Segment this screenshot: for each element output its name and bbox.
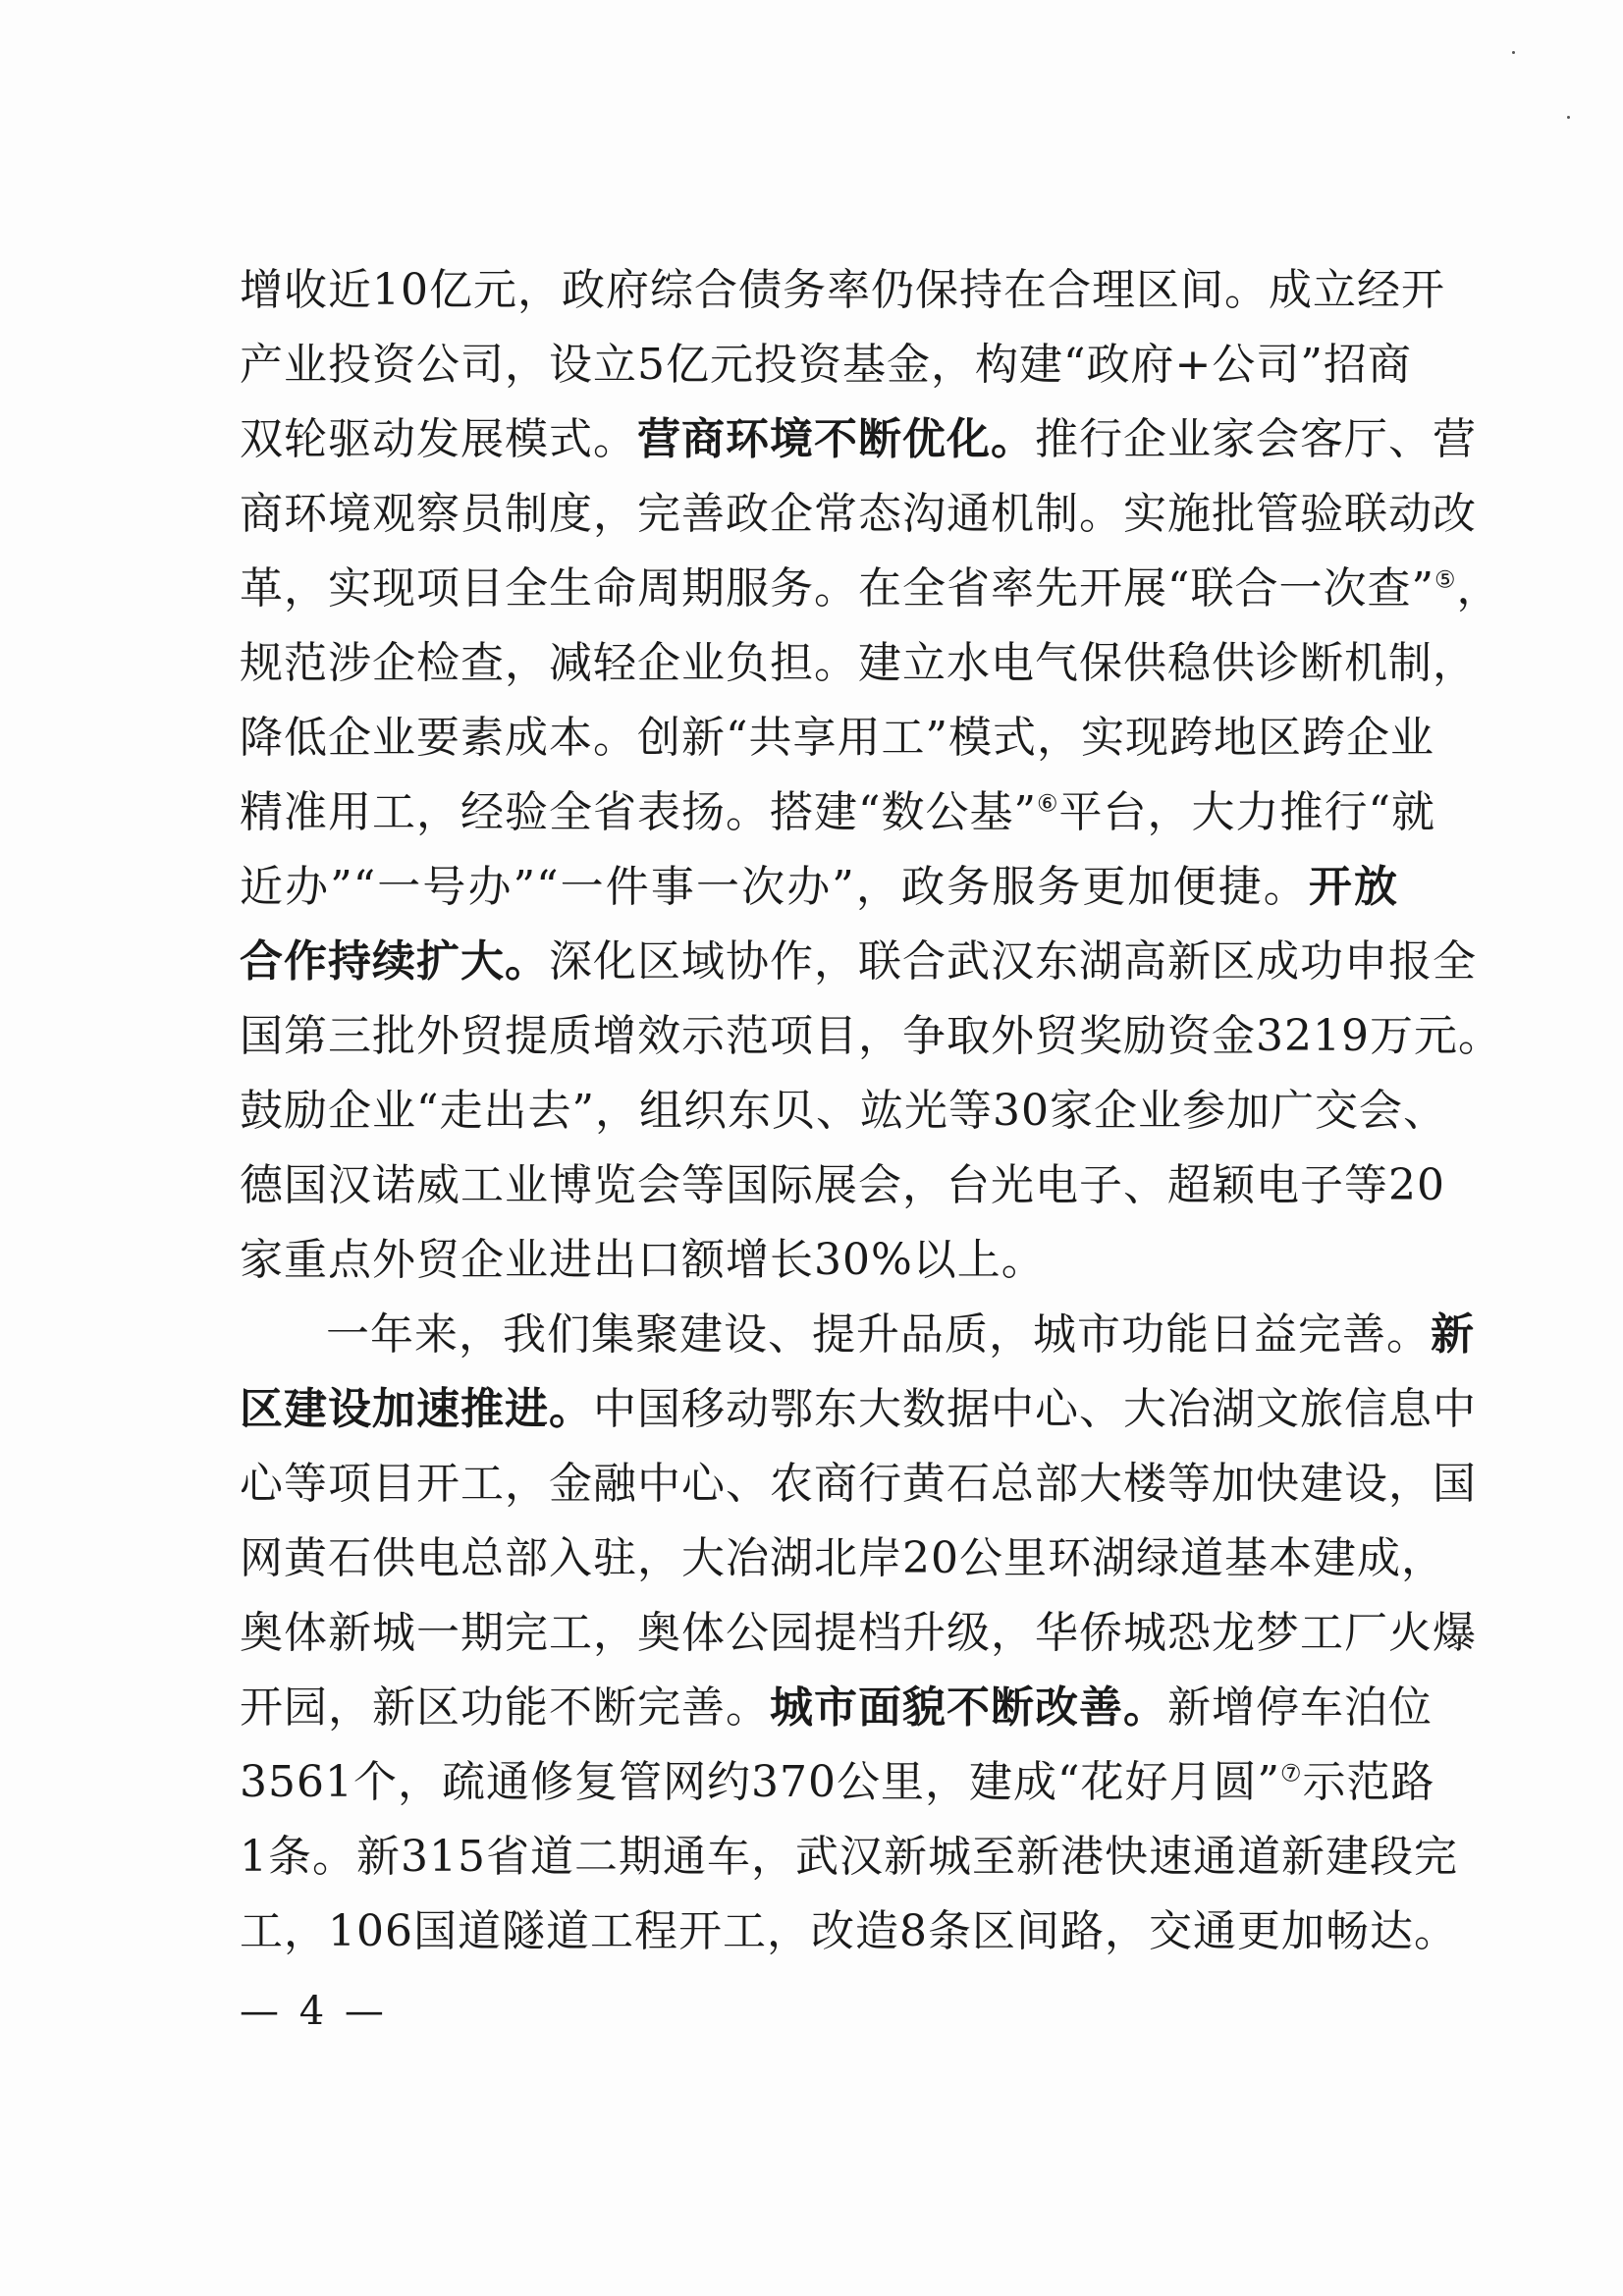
text-segment: 新增停车泊位 [1167,1682,1433,1733]
text-segment: 规范涉企检查，减轻企业负担。建立水电气保供稳供诊断机制， [240,638,1477,688]
text-line [240,999,1502,1074]
text-segment: 1条。新315省道二期通车，武汉新城至新港快速通道新建段完 [240,1832,1458,1882]
text-line [240,1074,1447,1148]
bold-heading-text: 开放 [1308,862,1399,912]
text-segment: 网黄石供电总部入驻，大冶湖北岸20公里环湖绿道基本建成， [240,1533,1445,1583]
text-line [240,850,1398,925]
text-line [240,626,1477,701]
text-line [240,701,1434,775]
text-line [240,402,1477,477]
text-segment: 革，实现项目全生命周期服务。在全省率先开展“联合一次查” [240,563,1434,614]
text-line [240,1745,1435,1820]
footnote-marker: ⑤ [1434,565,1457,594]
text-segment: 增收近10亿元，政府综合债务率仍保持在合理区间。成立经开 [240,265,1445,315]
text-segment: 一年来，我们集聚建设、提升品质，城市功能日益完善。 [326,1309,1431,1360]
text-line [240,1895,1458,1969]
text-segment: 近办”“一号办”“一件事一次办”，政务服务更加便捷。 [240,862,1309,912]
bold-heading-text: 营商环境不断优化。 [637,414,1035,464]
text-line [240,1223,1398,1298]
text-segment: 推行企业家会客厅、营 [1035,414,1477,464]
scan-speck [1567,116,1570,119]
text-line [240,477,1477,552]
text-line [240,925,1477,999]
text-segment: ， [1456,563,1501,614]
page-number: — 4 — [240,1989,388,2034]
body-text [240,253,1502,1969]
text-segment: 国第三批外贸提质增效示范项目，争取外贸奖励资金3219万元。 [240,1011,1502,1061]
text-line [240,552,1501,626]
text-segment: 奥体新城一期完工，奥体公园提档升级，华侨城恐龙梦工厂火爆 [240,1608,1477,1658]
text-line [240,328,1412,402]
text-line [240,1447,1477,1522]
bold-heading-text: 城市面貌不断改善。 [770,1682,1167,1733]
text-segment: 德国汉诺威工业博览会等国际展会，台光电子、超颖电子等20 [240,1160,1445,1210]
scan-speck [1512,51,1515,54]
text-line [240,1298,1475,1372]
text-segment: 平台，大力推行“就 [1058,787,1436,837]
text-segment: 家重点外贸企业进出口额增长30%以上。 [240,1235,1046,1285]
text-segment: 双轮驱动发展模式。 [240,414,637,464]
text-segment: 产业投资公司，设立5亿元投资基金，构建“政府+公司”招商 [240,340,1412,390]
text-segment: 降低企业要素成本。创新“共享用工”模式，实现跨地区跨企业 [240,713,1434,763]
text-line [240,1820,1458,1895]
text-line [240,1522,1445,1596]
footnote-marker: ⑥ [1037,789,1059,818]
text-segment: 心等项目开工，金融中心、农商行黄石总部大楼等加快建设，国 [240,1459,1477,1509]
text-line [240,1148,1445,1223]
text-segment: 示范路 [1302,1757,1435,1807]
bold-heading-text: 区建设加速推进。 [240,1384,593,1434]
text-segment: 商环境观察员制度，完善政企常态沟通机制。实施批管验联动改 [240,489,1477,539]
text-segment: 中国移动鄂东大数据中心、大冶湖文旅信息中 [593,1384,1477,1434]
text-line [240,1596,1477,1671]
text-segment: 精准用工，经验全省表扬。搭建“数公基” [240,787,1037,837]
text-segment: 鼓励企业“走出去”，组织东贝、竑光等30家企业参加广交会、 [240,1086,1447,1136]
text-line [240,775,1436,850]
text-segment: 工，106国道隧道工程开工，改造8条区间路，交通更加畅达。 [240,1906,1458,1956]
bold-heading-text: 新 [1431,1309,1475,1360]
text-segment: 3561个，疏通修复管网约370公里，建成“花好月圆” [240,1757,1280,1807]
text-line [240,1372,1477,1447]
footnote-marker: ⑦ [1279,1759,1303,1788]
text-line [240,1671,1433,1745]
text-segment: 深化区域协作，联合武汉东湖高新区成功申报全 [549,936,1477,987]
bold-heading-text: 合作持续扩大。 [240,936,549,987]
text-segment: 开园，新区功能不断完善。 [240,1682,770,1733]
text-line [240,253,1445,328]
